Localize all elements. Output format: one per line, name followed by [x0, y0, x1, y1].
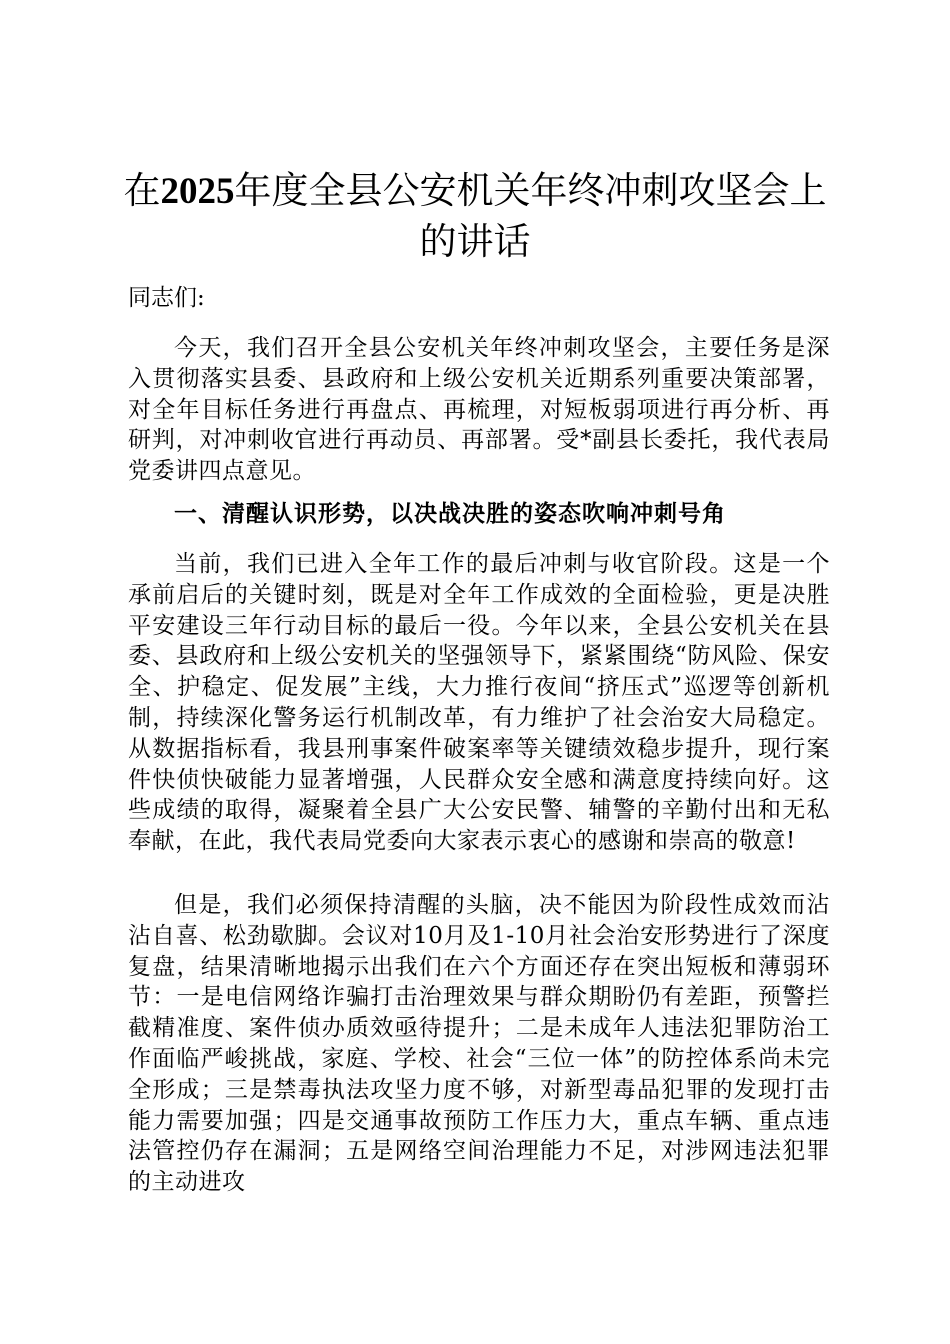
- section-heading-1: 一、清醒认识形势，以决战决胜的姿态吹响冲刺号角: [174, 500, 726, 527]
- paragraph-situation: 当前，我们已进入全年工作的最后冲刺与收官阶段。这是一个承前启后的关键时刻，既是对全年工作成效的全面检验，更是决胜平安建设三年行动目标的最后一役。今年以来，全县公安机关在县委、县政府和上级公安机关的坚强领导下，紧紧围绕“防风险、保安全、护稳定、促发展”主线，大力推行夜间“挤压式”巡逻等创新机制，持续深化警务运行机制改革，有力维护了社会治安大局稳定。从数据指标看，我县刑事案件破案率等关键绩效稳步提升，现行案件快侦快破能力显著增强，人民群众安全感和满意度持续向好。这些成绩的取得，凝聚着全县广大公安民警、辅警的辛勤付出和无私奉献，在此，我代表局党委向大家表示衷心的感谢和崇高的敬意!: [128, 551, 830, 855]
- title-year: 2025: [160, 171, 235, 212]
- paragraph-shortcomings: 但是，我们必须保持清醒的头脑，决不能因为阶段性成效而沾沾自喜、松劲歇脚。会议对10月及1-10月社会治安形势进行了深度复盘，结果清晰地揭示出我们在六个方面还存在突出短板和薄弱环节：一是电信网络诈骗打击治理效果与群众期盼仍有差距，预警拦截精准度、案件侦办质效亟待提升；二是未成年人违法犯罪防治工作面临严峻挑战，家庭、学校、社会“三位一体”的防控体系尚未完全形成；三是禁毒执法攻坚力度不够，对新型毒品犯罪的发现打击能力需要加强；四是交通事故预防工作压力大，重点车辆、重点违法管控仍存在漏洞；五是网络空间治理能力不足，对涉网违法犯罪的主动进攻: [128, 892, 830, 1196]
- salutation: 同志们:: [128, 285, 205, 311]
- title-suffix: 年度全县公安机关年终冲刺攻坚会上的讲话: [234, 169, 827, 263]
- title-prefix: 在: [123, 169, 161, 212]
- document-title: [120, 166, 830, 267]
- paragraph-intro: 今天，我们召开全县公安机关年终冲刺攻坚会，主要任务是深入贯彻落实县委、县政府和上级公安机关近期系列重要决策部署，对全年目标任务进行再盘点、再梳理，对短板弱项进行再分析、再研判，对冲刺收官进行再动员、再部署。受*副县长委托，我代表局党委讲四点意见。: [128, 335, 830, 485]
